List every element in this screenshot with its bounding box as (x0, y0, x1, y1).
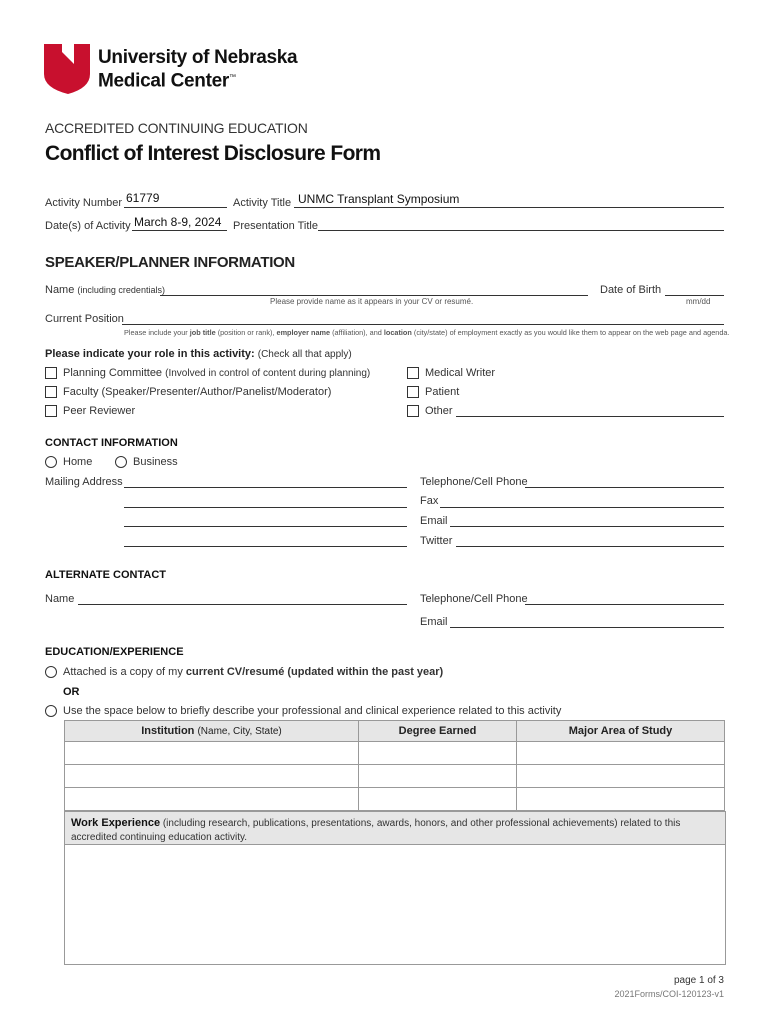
describe-radio[interactable] (45, 705, 57, 717)
or-label: OR (63, 686, 80, 698)
alternate-email-line[interactable] (450, 627, 724, 628)
mailing-address-line-4[interactable] (124, 546, 407, 547)
form-code: 2021Forms/COI-120123-v1 (614, 989, 724, 999)
medical-writer-checkbox[interactable] (407, 367, 419, 379)
alternate-email-label: Email (420, 616, 448, 628)
patient-checkbox[interactable] (407, 386, 419, 398)
activity-number-value[interactable]: 61779 (126, 191, 160, 205)
presentation-title-line (318, 230, 724, 231)
major-cell[interactable] (517, 765, 725, 788)
faculty-checkbox[interactable] (45, 386, 57, 398)
activity-number-line (124, 207, 227, 208)
medical-writer-label: Medical Writer (425, 367, 496, 379)
fax-line[interactable] (440, 507, 724, 508)
contact-phone-label: Telephone/Cell Phone (420, 476, 528, 488)
logo-line1: University of Nebraska (98, 47, 298, 68)
unmc-logo-icon (44, 44, 92, 94)
activity-title-label: Activity Title (233, 197, 292, 209)
work-experience-field[interactable] (65, 845, 725, 963)
name-note: Please provide name as it appears in your CV or resumé. (270, 297, 474, 306)
position-label: Current Position (45, 313, 124, 325)
role-prompt: Please indicate your role in this activity: (Check all that apply) (45, 348, 352, 360)
home-radio[interactable] (45, 456, 57, 468)
peer-reviewer-checkbox[interactable] (45, 405, 57, 417)
alternate-name-label: Name (45, 593, 75, 605)
degree-cell[interactable] (359, 742, 517, 765)
planning-committee-checkbox[interactable] (45, 367, 57, 379)
dob-line[interactable] (665, 295, 724, 296)
major-cell[interactable] (517, 788, 725, 811)
degree-cell[interactable] (359, 788, 517, 811)
name-line[interactable] (160, 295, 588, 296)
twitter-label: Twitter (420, 535, 453, 547)
logo-line2: Medical Center™ (98, 70, 236, 92)
table-row (65, 765, 725, 788)
alternate-heading: ALTERNATE CONTACT (45, 569, 166, 581)
describe-label: Use the space below to briefly describe your professional and clinical experience related to this activity (63, 705, 562, 717)
institution-cell[interactable] (65, 788, 359, 811)
education-table (64, 720, 725, 811)
position-line[interactable] (122, 324, 724, 325)
faculty-label: Faculty (Speaker/Presenter/Author/Panelist/Moderator) (63, 386, 332, 398)
contact-phone-line[interactable] (525, 487, 724, 488)
logo-wordmark (98, 48, 297, 91)
contact-email-line[interactable] (450, 526, 724, 527)
dates-label: Date(s) of Activity (45, 220, 131, 232)
activity-title-value[interactable]: UNMC Transplant Symposium (298, 192, 460, 206)
mailing-address-line-1[interactable] (124, 487, 407, 488)
table-row (65, 742, 725, 765)
cv-attached-label: Attached is a copy of my current CV/resumé (updated within the past year) (63, 666, 444, 678)
degree-header: Degree Earned (359, 721, 517, 742)
page-number: page 1 of 3 (673, 975, 724, 986)
name-label: Name (including credentials) (45, 284, 165, 296)
work-experience-header: Work Experience (including research, publications, presentations, awards, honors, and other professional achievements) related to this accredited continuing education activity. (65, 812, 725, 845)
form-kicker: ACCREDITED CONTINUING EDUCATION (45, 120, 308, 136)
form-title: Conflict of Interest Disclosure Form (45, 142, 381, 165)
education-heading: EDUCATION/EXPERIENCE (45, 646, 184, 658)
major-cell[interactable] (517, 742, 725, 765)
institution-cell[interactable] (65, 742, 359, 765)
dob-label: Date of Birth (600, 284, 662, 296)
mailing-address-line-3[interactable] (124, 526, 407, 527)
dob-hint: mm/dd (686, 297, 711, 306)
peer-reviewer-label: Peer Reviewer (63, 405, 136, 417)
dates-value[interactable]: March 8-9, 2024 (134, 215, 222, 229)
position-note: Please include your job title (position or rank), employer name (affiliation), and location (city/state) of employment exactly as you would like them to appear on the web page and agenda. (124, 328, 730, 337)
other-label: Other (425, 405, 453, 417)
institution-header: Institution (Name, City, State) (65, 721, 359, 742)
mailing-address-line-2[interactable] (124, 507, 407, 508)
other-line[interactable] (456, 416, 724, 417)
home-label: Home (63, 456, 93, 468)
cv-attached-radio[interactable] (45, 666, 57, 678)
institution-cell[interactable] (65, 765, 359, 788)
speaker-heading: SPEAKER/PLANNER INFORMATION (45, 254, 295, 271)
planning-committee-label: Planning Committee (Involved in control of content during planning) (63, 367, 371, 379)
alternate-phone-line[interactable] (525, 604, 724, 605)
fax-label: Fax (420, 495, 439, 507)
business-label: Business (133, 456, 178, 468)
patient-label: Patient (425, 386, 460, 398)
other-checkbox[interactable] (407, 405, 419, 417)
work-experience-box (64, 811, 726, 965)
table-row (65, 788, 725, 811)
alternate-name-line[interactable] (78, 604, 407, 605)
alternate-phone-label: Telephone/Cell Phone (420, 593, 528, 605)
major-header: Major Area of Study (517, 721, 725, 742)
twitter-line[interactable] (456, 546, 724, 547)
dates-line (132, 230, 227, 231)
activity-number-label: Activity Number (45, 197, 123, 209)
mailing-address-label: Mailing Address (45, 476, 123, 488)
education-table-header (65, 721, 725, 742)
degree-cell[interactable] (359, 765, 517, 788)
activity-title-line (294, 207, 724, 208)
contact-heading: CONTACT INFORMATION (45, 437, 178, 449)
contact-email-label: Email (420, 515, 448, 527)
business-radio[interactable] (115, 456, 127, 468)
presentation-title-label: Presentation Title (233, 220, 318, 232)
